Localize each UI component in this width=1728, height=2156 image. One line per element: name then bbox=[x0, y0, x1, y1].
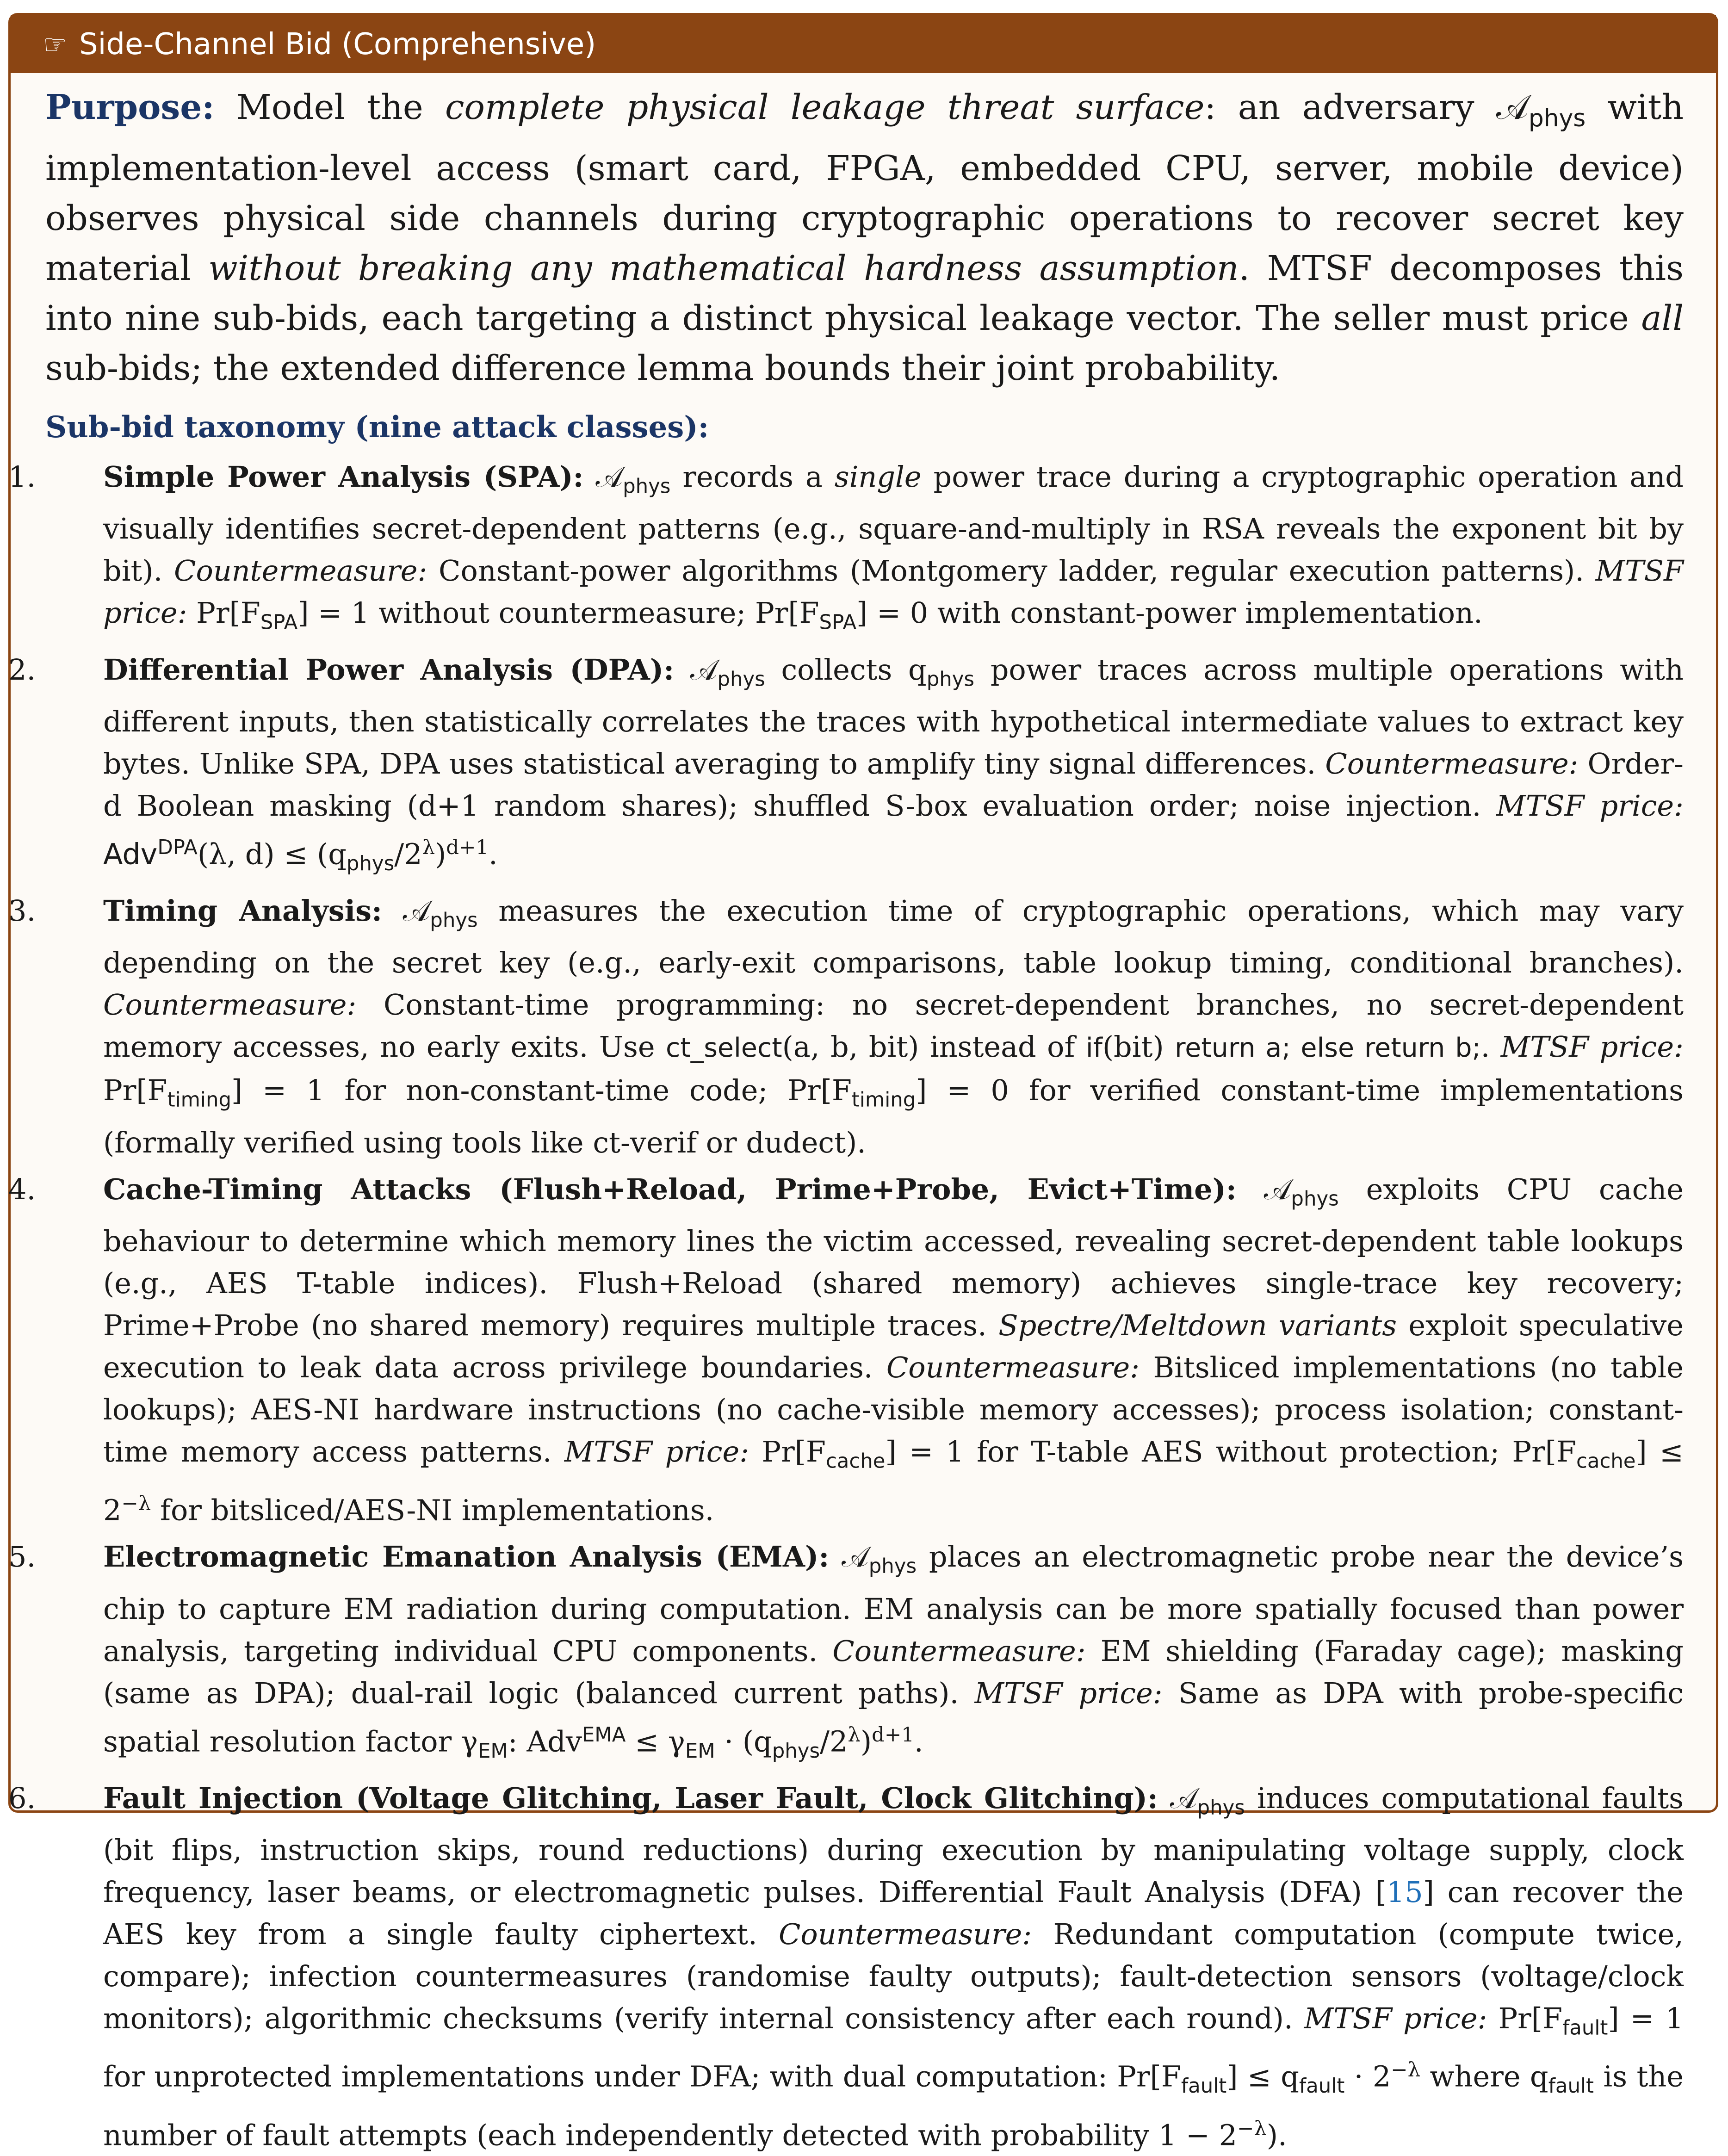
item-text: ] = 0 with constant-power implementation. bbox=[856, 596, 1483, 630]
item-superscript: d+1 bbox=[446, 836, 489, 859]
item-text: Constant-power algorithms (Montgomery ladder, regular execution patterns). bbox=[427, 554, 1596, 588]
item-text: Pr[F bbox=[103, 1073, 167, 1108]
countermeasure-label: Countermeasure: bbox=[174, 554, 427, 588]
item-text: Bitsliced implementations (no table lookups); AES-NI hardware instructions (no cache-visible memory accesses); process isolation; constant-time memory access patterns. bbox=[103, 1351, 1684, 1469]
purpose-emphasis: all bbox=[1641, 298, 1684, 338]
item-subscript: phys bbox=[430, 909, 478, 932]
item-text: induces computational faults (bit flips, instruction skips, round reductions) during execution by manipulating voltage supply, clock frequency, laser beams, or electromagnetic pulses. Differential Fault Analysis (DFA) [ bbox=[103, 1781, 1684, 1909]
countermeasure-label: Countermeasure: bbox=[103, 988, 357, 1022]
item-text: 𝒜 bbox=[1236, 1172, 1291, 1206]
item-text: : Adv bbox=[508, 1724, 582, 1759]
item-text: ] = 1 for unprotected implementations under DFA; with dual computation: Pr[F bbox=[103, 2001, 1684, 2094]
item-text: Constant-time programming: no secret-dependent branches, no secret-dependent memory accesses, no early exits. Use bbox=[103, 988, 1684, 1064]
price-label: MTSF price: bbox=[974, 1676, 1163, 1710]
countermeasure-label: Countermeasure: bbox=[832, 1634, 1086, 1668]
taxonomy-heading: Sub-bid taxonomy (nine attack classes): bbox=[45, 409, 709, 445]
item-text: ] ≤ 2 bbox=[103, 1435, 1684, 1527]
item-number: 5. bbox=[8, 1540, 36, 1574]
item-subscript: phys bbox=[717, 667, 765, 691]
item-name: Simple Power Analysis (SPA): bbox=[103, 459, 584, 494]
item-text: ] = 1 for non-constant-time code; Pr[F bbox=[231, 1073, 852, 1108]
citation-link[interactable]: 15 bbox=[1386, 1875, 1423, 1909]
list-item bbox=[8, 649, 1684, 885]
box-title: Side-Channel Bid (Comprehensive) bbox=[79, 27, 596, 62]
item-subscript: phys bbox=[1291, 1187, 1339, 1211]
item-number: 2. bbox=[8, 652, 36, 687]
item-subscript: SPA bbox=[819, 611, 857, 634]
list-item bbox=[8, 456, 1684, 644]
item-subscript: fault bbox=[1299, 2075, 1345, 2098]
item-subscript: SPA bbox=[260, 611, 298, 634]
item-text: ] can recover the AES key from a single faulty ciphertext. bbox=[103, 1875, 1684, 1952]
list-item bbox=[8, 1777, 1684, 2156]
item-text: records a bbox=[670, 459, 835, 494]
item-text: ] = 0 for verified constant-time implementations (formally verified using tools like ct-verif or dudect). bbox=[103, 1073, 1684, 1159]
list-item bbox=[8, 1536, 1684, 1772]
item-text: collects q bbox=[765, 652, 927, 687]
item-text: Pr[F bbox=[1487, 2001, 1563, 2036]
item-text: power traces across multiple operations with different inputs, then statistically correlates the traces with hypothetical intermediate values to extract key bytes. Unlike SPA, DPA uses statistical averaging to amplify tiny signal differences. bbox=[103, 652, 1684, 781]
list-item bbox=[8, 1168, 1684, 1531]
item-subscript: timing bbox=[851, 1088, 916, 1112]
sub-bid-list bbox=[8, 456, 1684, 2156]
item-number: 6. bbox=[8, 1781, 36, 1815]
item-emphasis: Spectre/Meltdown variants bbox=[998, 1308, 1397, 1343]
item-text: . bbox=[1480, 1030, 1501, 1064]
purpose-text: Model the bbox=[214, 87, 445, 127]
item-text: exploit speculative execution to leak data across privilege boundaries. bbox=[103, 1308, 1684, 1385]
item-text: (a, b, bit) instead of bbox=[782, 1030, 1086, 1064]
purpose-text: : an adversary 𝒜 bbox=[1204, 87, 1529, 127]
item-subscript: fault bbox=[1562, 2016, 1608, 2040]
price-label: MTSF price: bbox=[1500, 1030, 1684, 1064]
item-text: power trace during a cryptographic operation and visually identifies secret-dependent patterns (e.g., square-and-multiply in RSA reveals the exponent bit by bit). bbox=[103, 459, 1684, 588]
price-label: MTSF price: bbox=[1496, 788, 1684, 823]
code-text: if bbox=[1085, 1033, 1102, 1064]
item-text: . bbox=[489, 837, 498, 871]
item-text: ≤ γ bbox=[626, 1724, 685, 1759]
item-text: ] = 1 for T-table AES without protection; Pr[F bbox=[885, 1435, 1576, 1469]
item-text: Pr[F bbox=[749, 1435, 826, 1469]
purpose-emphasis: without breaking any mathematical hardness assumption bbox=[208, 248, 1239, 288]
item-emphasis: single bbox=[834, 459, 922, 494]
item-subscript: phys bbox=[623, 475, 671, 498]
item-text: 𝒜 bbox=[674, 652, 718, 687]
item-text: ] = 1 without countermeasure; Pr[F bbox=[297, 596, 819, 630]
item-name: Timing Analysis: bbox=[103, 894, 382, 928]
price-label: MTSF price: bbox=[564, 1435, 749, 1469]
item-superscript: λ bbox=[848, 1723, 861, 1747]
item-text: Redundant computation (compute twice, compare); infection countermeasures (randomise faulty outputs); fault-detection sensors (voltage/clock monitors); algorithmic checksums (verify internal consistency after each round). bbox=[103, 1917, 1684, 2036]
item-subscript: fault bbox=[1181, 2075, 1227, 2098]
item-subscript: phys bbox=[868, 1555, 917, 1578]
box-content bbox=[8, 73, 1716, 2156]
item-text: · (q bbox=[715, 1724, 772, 1759]
item-text: 𝒜 bbox=[583, 459, 623, 494]
purpose-text: with implementation-level access (smart card, FPGA, embedded CPU, server, mobile device) observes physical side channels during cryptographic operations to recover secret key material bbox=[45, 87, 1684, 288]
item-subscript: phys bbox=[926, 667, 975, 691]
item-text: Order-d Boolean masking (d+1 random shares); shuffled S-box evaluation order; noise injection. bbox=[103, 746, 1684, 823]
item-text: Same as DPA with probe-specific spatial resolution factor γ bbox=[103, 1676, 1684, 1759]
purpose-emphasis: complete physical leakage threat surface bbox=[445, 87, 1205, 127]
code-text: ct_select bbox=[665, 1033, 782, 1064]
item-subscript: fault bbox=[1548, 2075, 1594, 2098]
countermeasure-label: Countermeasure: bbox=[1325, 746, 1579, 781]
item-superscript: −λ bbox=[1391, 2058, 1421, 2082]
box-header bbox=[11, 15, 1716, 73]
item-text: Pr[F bbox=[187, 596, 260, 630]
side-channel-bid-box bbox=[8, 13, 1718, 2152]
pointing-hand-icon: ☞ bbox=[43, 28, 67, 60]
item-text: is the number of fault attempts (each independently detected with probability 1 − 2 bbox=[103, 2060, 1684, 2152]
item-text: · 2 bbox=[1344, 2060, 1391, 2094]
item-number: 4. bbox=[8, 1172, 36, 1206]
item-text: exploits CPU cache behaviour to determine which memory lines the victim accessed, revealing secret-dependent table lookups (e.g., AES T-table indices). Flush+Reload (shared memory) achieves single-trace key recovery; Prime+Probe (no shared memory) requires multiple traces. bbox=[103, 1172, 1684, 1343]
item-name: Cache-Timing Attacks (Flush+Reload, Prime+Probe, Evict+Time): bbox=[103, 1172, 1237, 1206]
item-text: EM shielding (Faraday cage); masking (same as DPA); dual-rail logic (balanced current paths). bbox=[103, 1634, 1684, 1710]
price-label: MTSF price: bbox=[103, 554, 1684, 630]
item-superscript: DPA bbox=[157, 836, 198, 859]
item-text: (λ, d) ≤ (q bbox=[197, 837, 347, 871]
item-superscript: d+1 bbox=[872, 1723, 914, 1747]
item-text: ). bbox=[1266, 2118, 1287, 2152]
item-text: ] ≤ q bbox=[1226, 2060, 1299, 2094]
item-superscript: EMA bbox=[582, 1723, 626, 1747]
item-subscript: timing bbox=[167, 1088, 231, 1112]
code-text: return a; else return b; bbox=[1175, 1033, 1481, 1064]
item-superscript: λ bbox=[422, 836, 435, 859]
item-number: 3. bbox=[8, 894, 36, 928]
item-name: Differential Power Analysis (DPA): bbox=[103, 652, 675, 687]
item-text: 𝒜 bbox=[829, 1540, 869, 1574]
countermeasure-label: Countermeasure: bbox=[886, 1351, 1140, 1385]
item-name: Electromagnetic Emanation Analysis (EMA): bbox=[103, 1540, 830, 1574]
item-text: places an electromagnetic probe near the device’s chip to capture EM radiation during computation. EM analysis can be more spatially focused than power analysis, targeting individual CPU components. bbox=[103, 1540, 1684, 1668]
item-text: ) bbox=[435, 837, 446, 871]
item-subscript: EM bbox=[477, 1739, 508, 1763]
item-superscript: −λ bbox=[1237, 2117, 1267, 2140]
list-item bbox=[8, 890, 1684, 1164]
item-text: measures the execution time of cryptographic operations, which may vary depending on the secret key (e.g., early-exit comparisons, table lookup timing, conditional branches). bbox=[103, 894, 1684, 980]
item-text: (bit) bbox=[1102, 1030, 1175, 1064]
item-text: 𝒜 bbox=[382, 894, 430, 928]
purpose-text: . MTSF decomposes this into nine sub-bids, each targeting a distinct physical leakage vector. The seller must price bbox=[45, 248, 1684, 338]
purpose-text: sub-bids; the extended difference lemma bounds their joint probability. bbox=[45, 348, 1281, 388]
item-subscript: phys bbox=[1197, 1796, 1245, 1820]
purpose-label: Purpose: bbox=[45, 87, 215, 127]
item-subscript: cache bbox=[1576, 1450, 1636, 1473]
price-label: MTSF price: bbox=[1304, 2001, 1487, 2036]
countermeasure-label: Countermeasure: bbox=[778, 1917, 1032, 1952]
item-text: /2 bbox=[394, 837, 422, 871]
item-subscript: EM bbox=[685, 1739, 715, 1763]
item-subscript: cache bbox=[825, 1450, 886, 1473]
item-subscript: phys bbox=[346, 852, 395, 876]
item-text: . bbox=[914, 1724, 923, 1759]
item-text: where q bbox=[1420, 2060, 1548, 2094]
purpose-subscript: phys bbox=[1528, 104, 1586, 132]
item-text: Adv bbox=[103, 837, 158, 871]
item-subscript: phys bbox=[772, 1739, 820, 1763]
item-superscript: −λ bbox=[121, 1492, 151, 1515]
item-text: /2 bbox=[820, 1724, 848, 1759]
item-text: ) bbox=[860, 1724, 872, 1759]
item-name: Fault Injection (Voltage Glitching, Laser Fault, Clock Glitching): bbox=[103, 1781, 1158, 1815]
item-number: 1. bbox=[8, 459, 36, 494]
item-text: 𝒜 bbox=[1158, 1781, 1197, 1815]
purpose-paragraph bbox=[45, 82, 1684, 393]
item-text: for bitsliced/AES-NI implementations. bbox=[151, 1493, 714, 1527]
